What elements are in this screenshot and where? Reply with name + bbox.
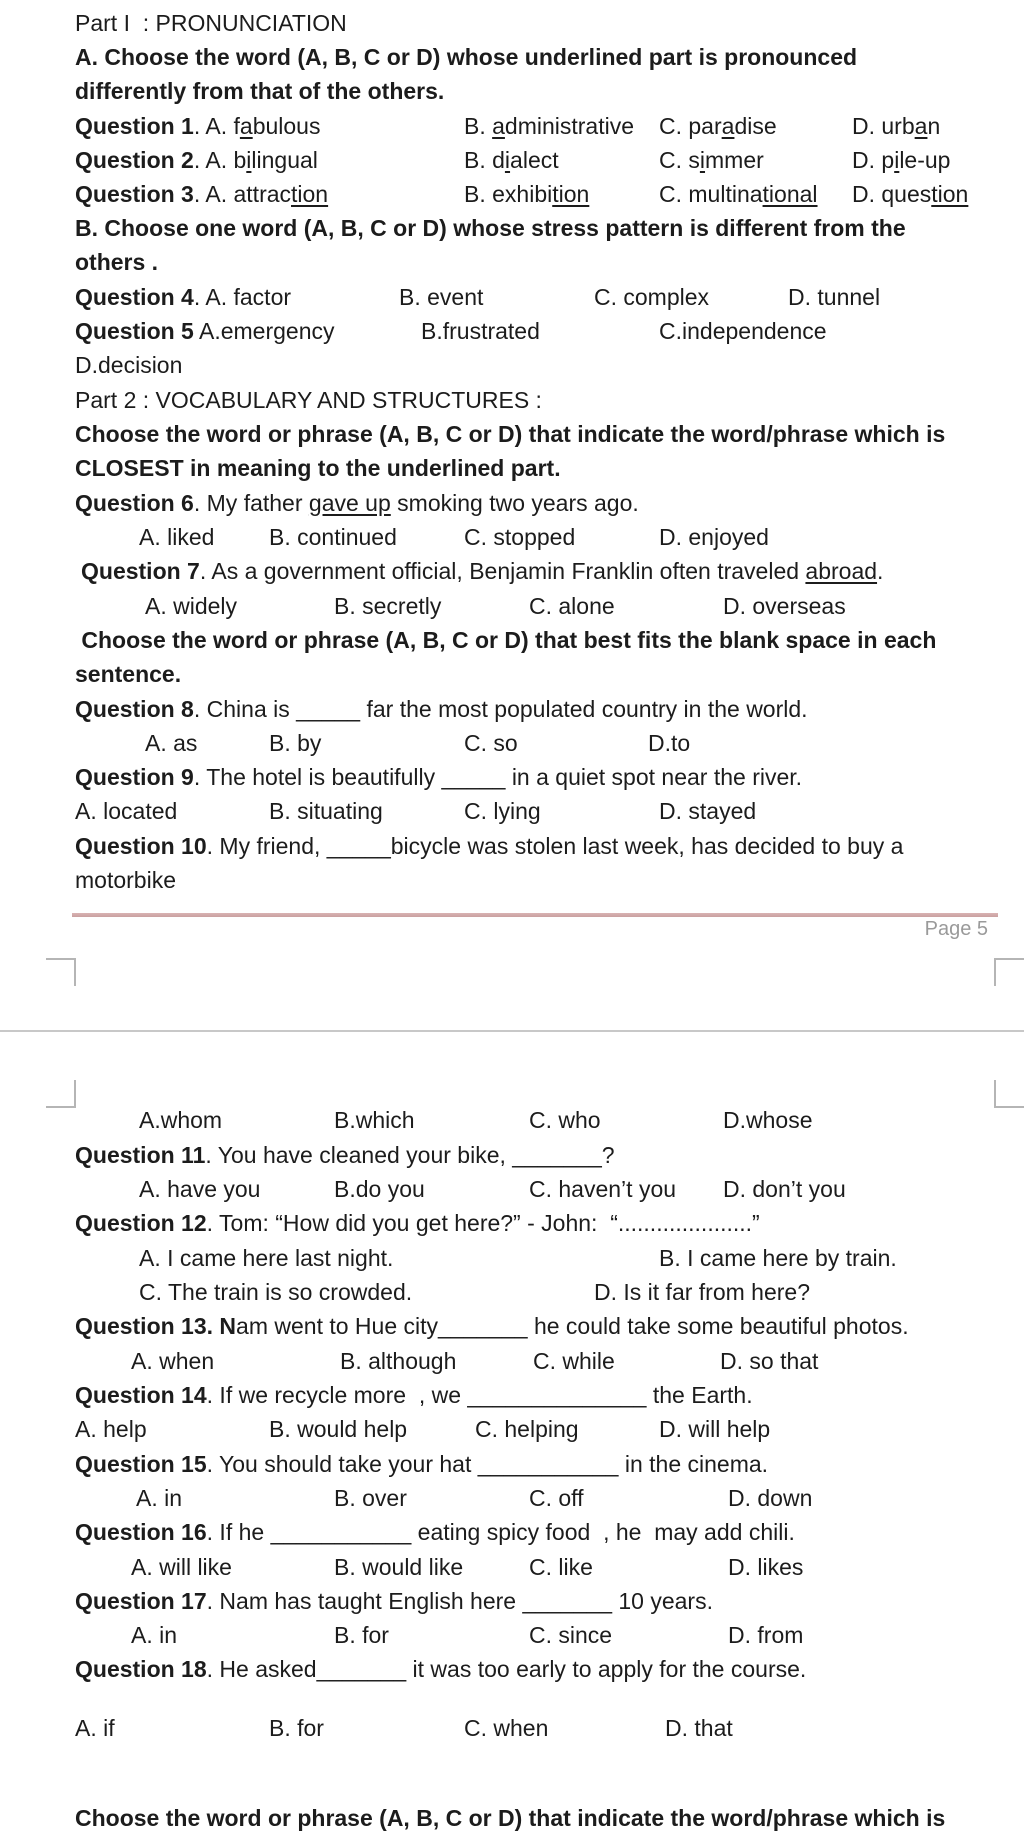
question-11-option-a: A. have you [139, 1176, 261, 1202]
next-section-instruction-cut: Choose the word or phrase (A, B, C or D) that indicate the word/phrase which is [75, 1805, 946, 1831]
question-5-label: Question 5 [75, 318, 194, 344]
question-13-label: Question 13. N [75, 1313, 237, 1339]
question-4-option-c: C. complex [594, 284, 710, 310]
question-4-option-d: D. tunnel [788, 284, 881, 310]
question-11-option-c: C. haven’t you [529, 1176, 677, 1202]
question-15-option-b: B. over [334, 1485, 407, 1511]
question-1-option-d: D. urban [852, 113, 941, 139]
question-15-option-c: C. off [529, 1485, 584, 1511]
crop-mark-top-left [46, 958, 76, 986]
question-17-option-c: C. since [529, 1622, 613, 1648]
question-3-option-d: D. question [852, 181, 969, 207]
question-2-label: Question 2 [75, 147, 194, 173]
question-15: Question 15. You should take your hat ___________ in the cinema. [75, 1451, 769, 1477]
question-7-option-d: D. overseas [723, 593, 846, 619]
question-16-label: Question 16 [75, 1519, 207, 1545]
question-15-label: Question 15 [75, 1451, 207, 1477]
question-10-option-c: C. who [529, 1107, 601, 1133]
question-2-option-c: C. simmer [659, 147, 764, 173]
question-8-option-a: A. as [145, 730, 198, 756]
question-16-option-b: B. would like [334, 1554, 464, 1580]
question-3-label: Question 3 [75, 181, 194, 207]
question-18-label: Question 18 [75, 1656, 207, 1682]
section-a-instruction-line1: A. Choose the word (A, B, C or D) whose underlined part is pronounced [75, 44, 858, 70]
section-b-instruction-line1: B. Choose one word (A, B, C or D) whose stress pattern is different from the [75, 215, 906, 241]
question-3-option-b: B. exhibition [464, 181, 590, 207]
question-12-option-c: C. The train is so crowded. [139, 1279, 413, 1305]
question-17-option-a: A. in [131, 1622, 178, 1648]
question-12-option-b: B. I came here by train. [659, 1245, 897, 1271]
question-13-option-a: A. when [131, 1348, 215, 1374]
question-4: Question 4. A. factor [75, 284, 292, 310]
question-5: Question 5 A.emergency [75, 318, 335, 344]
question-18-option-c: C. when [464, 1715, 549, 1741]
question-17-label: Question 17 [75, 1588, 207, 1614]
question-15-option-d: D. down [728, 1485, 813, 1511]
question-10-option-a: A.whom [139, 1107, 223, 1133]
question-9-option-a: A. located [75, 798, 178, 824]
question-5-option-c: C.independence [659, 318, 827, 344]
question-17-option-b: B. for [334, 1622, 389, 1648]
question-15-option-a: A. in [136, 1485, 183, 1511]
question-17-option-d: D. from [728, 1622, 804, 1648]
question-14: Question 14. If we recycle more , we ______________ the Earth. [75, 1382, 753, 1408]
question-13-option-c: C. while [533, 1348, 615, 1374]
question-18-option-b: B. for [269, 1715, 324, 1741]
question-11-label: Question 11 [75, 1142, 206, 1168]
question-7-option-a: A. widely [145, 593, 238, 619]
question-9-option-b: B. situating [269, 798, 383, 824]
question-9-option-c: C. lying [464, 798, 541, 824]
question-4-label: Question 4 [75, 284, 194, 310]
question-5-option-d: D.decision [75, 352, 183, 378]
question-13-option-d: D. so that [720, 1348, 819, 1374]
question-10-option-b: B.which [334, 1107, 415, 1133]
question-7-label: Question 7 [81, 558, 200, 584]
crop-mark-top-right [994, 958, 1024, 986]
question-8-option-b: B. by [269, 730, 322, 756]
crop-mark-bottom-right [994, 1080, 1024, 1108]
question-14-label: Question 14 [75, 1382, 207, 1408]
blank-instruction-line1: Choose the word or phrase (A, B, C or D) that best fits the blank space in each [75, 627, 937, 653]
question-14-option-b: B. would help [269, 1416, 408, 1442]
question-10-label: Question 10 [75, 833, 207, 859]
question-11-option-b: B.do you [334, 1176, 425, 1202]
question-6-option-c: C. stopped [464, 524, 576, 550]
question-18-option-a: A. if [75, 1715, 115, 1741]
question-4-option-b: B. event [399, 284, 484, 310]
question-3: Question 3. A. attraction [75, 181, 329, 207]
question-2-option-d: D. pile-up [852, 147, 951, 173]
section-b-instruction-line2: others . [75, 249, 159, 275]
question-12-label: Question 12 [75, 1210, 207, 1236]
question-6: Question 6. My father gave up smoking two years ago. [75, 490, 639, 516]
question-1: Question 1. A. fabulous [75, 113, 321, 139]
closest-instruction-line1: Choose the word or phrase (A, B, C or D) that indicate the word/phrase which is [75, 421, 946, 447]
question-11: Question 11. You have cleaned your bike, _______? [75, 1142, 615, 1168]
page-number: Page 5 [924, 918, 988, 940]
question-13: Question 13. Nam went to Hue city_______ he could take some beautiful photos. [75, 1313, 909, 1339]
question-7-option-c: C. alone [529, 593, 615, 619]
question-16-option-a: A. will like [131, 1554, 232, 1580]
question-1-option-c: C. paradise [659, 113, 777, 139]
closest-instruction-line2: CLOSEST in meaning to the underlined part. [75, 455, 561, 481]
question-17: Question 17. Nam has taught English here _______ 10 years. [75, 1588, 713, 1614]
question-14-option-a: A. help [75, 1416, 147, 1442]
question-8: Question 8. China is _____ far the most populated country in the world. [75, 696, 808, 722]
question-10-option-d: D.whose [723, 1107, 813, 1133]
question-12-option-a: A. I came here last night. [139, 1245, 394, 1271]
question-6-option-d: D. enjoyed [659, 524, 769, 550]
question-10: Question 10. My friend, _____bicycle was stolen last week, has decided to buy a [75, 833, 904, 859]
question-18: Question 18. He asked_______ it was too early to apply for the course. [75, 1656, 807, 1682]
question-6-option-b: B. continued [269, 524, 397, 550]
question-13-option-b: B. although [340, 1348, 457, 1374]
question-2: Question 2. A. bilingual [75, 147, 318, 173]
part1-title: Part I : PRONUNCIATION [75, 10, 347, 36]
blank-instruction-line2: sentence. [75, 661, 182, 687]
question-8-label: Question 8 [75, 696, 194, 722]
page-separator [0, 1030, 1024, 1032]
question-11-option-d: D. don’t you [723, 1176, 846, 1202]
question-10-continuation: motorbike [75, 867, 176, 893]
question-5-option-b: B.frustrated [421, 318, 540, 344]
question-16-option-c: C. like [529, 1554, 593, 1580]
question-16: Question 16. If he ___________ eating spicy food , he may add chili. [75, 1519, 795, 1545]
section-a-instruction-line2: differently from that of the others. [75, 78, 445, 104]
question-16-option-d: D. likes [728, 1554, 804, 1580]
question-8-option-d: D.to [648, 730, 691, 756]
question-9-label: Question 9 [75, 764, 194, 790]
question-1-option-b: B. administrative [464, 113, 635, 139]
part2-title: Part 2 : VOCABULARY AND STRUCTURES : [75, 387, 542, 413]
question-14-option-d: D. will help [659, 1416, 771, 1442]
page-footer-rule [72, 913, 998, 917]
question-3-option-c: C. multinational [659, 181, 818, 207]
question-9-option-d: D. stayed [659, 798, 757, 824]
question-6-label: Question 6 [75, 490, 194, 516]
question-1-label: Question 1 [75, 113, 194, 139]
crop-mark-bottom-left [46, 1080, 76, 1108]
question-9: Question 9. The hotel is beautifully _____ in a quiet spot near the river. [75, 764, 803, 790]
question-8-option-c: C. so [464, 730, 518, 756]
question-7: Question 7. As a government official, Benjamin Franklin often traveled abroad. [81, 558, 884, 584]
question-12: Question 12. Tom: “How did you get here?” - John: “.....................” [75, 1210, 760, 1236]
question-14-option-c: C. helping [475, 1416, 579, 1442]
question-18-option-d: D. that [665, 1715, 733, 1741]
question-12-option-d: D. Is it far from here? [594, 1279, 811, 1305]
question-7-option-b: B. secretly [334, 593, 442, 619]
question-6-option-a: A. liked [139, 524, 215, 550]
question-2-option-b: B. dialect [464, 147, 559, 173]
